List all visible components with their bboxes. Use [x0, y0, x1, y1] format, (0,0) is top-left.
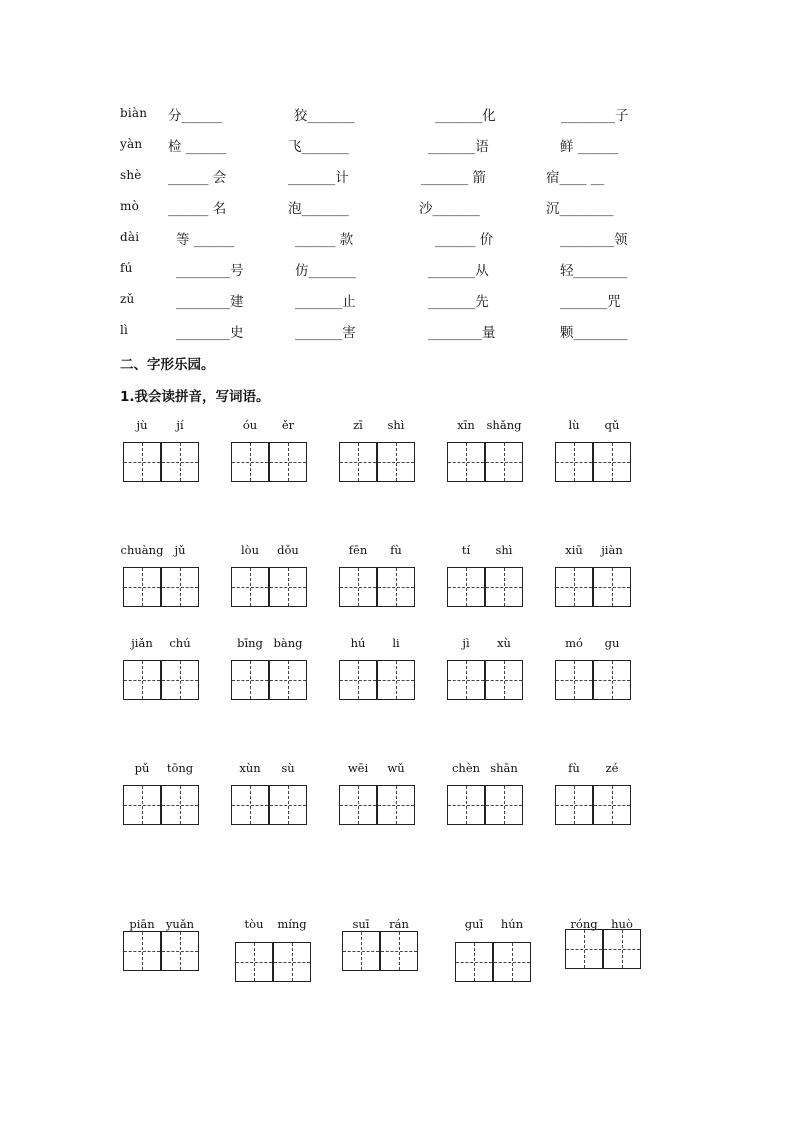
fill-blank-item[interactable]: 分______: [168, 108, 222, 124]
writing-cell[interactable]: [123, 660, 161, 700]
writing-cell[interactable]: [455, 942, 493, 982]
writing-cell[interactable]: [123, 785, 161, 825]
writing-cell[interactable]: [447, 660, 485, 700]
fill-blank-item[interactable]: _______计: [288, 170, 349, 186]
writing-cell[interactable]: [447, 785, 485, 825]
section-title: 二、字形乐园。: [120, 357, 215, 373]
writing-cell[interactable]: [447, 442, 485, 482]
writing-cell[interactable]: [269, 785, 307, 825]
word-pinyin: xù: [497, 636, 511, 650]
fill-blank-item[interactable]: ________子: [561, 108, 629, 124]
word-pinyin: dǒu: [277, 543, 299, 557]
fill-blank-item[interactable]: ________号: [176, 263, 244, 279]
fill-blank-item[interactable]: _______咒: [560, 294, 621, 310]
word-pinyin: míng: [277, 917, 307, 931]
word-pinyin: jiǎn: [131, 636, 153, 650]
word-pinyin: guī: [464, 917, 484, 931]
word-pinyin: chú: [169, 636, 191, 650]
fill-blank-item[interactable]: 颗________: [560, 325, 628, 341]
word-pinyin: piān: [129, 917, 155, 931]
writing-cell[interactable]: [161, 442, 199, 482]
writing-cell[interactable]: [161, 785, 199, 825]
word-pinyin: chuàng: [120, 543, 164, 557]
row-pinyin: mò: [120, 199, 140, 213]
writing-cell[interactable]: [339, 785, 377, 825]
writing-cell[interactable]: [339, 660, 377, 700]
writing-cell[interactable]: [123, 567, 161, 607]
word-pinyin: tòu: [244, 917, 264, 931]
section-subtitle: 1.我会读拼音，写词语。: [120, 389, 270, 405]
writing-cell[interactable]: [485, 442, 523, 482]
writing-cell[interactable]: [339, 442, 377, 482]
word-pinyin: li: [392, 636, 400, 650]
word-pinyin: hún: [500, 917, 524, 931]
fill-blank-item[interactable]: 仿_______: [295, 263, 356, 279]
writing-cell[interactable]: [593, 567, 631, 607]
writing-cell[interactable]: [273, 942, 311, 982]
writing-cell[interactable]: [555, 567, 593, 607]
word-pinyin: fù: [568, 761, 580, 775]
fill-blank-item[interactable]: _______化: [435, 108, 496, 124]
word-pinyin: fù: [390, 543, 402, 557]
writing-cell[interactable]: [377, 785, 415, 825]
fill-blank-item[interactable]: _______止: [295, 294, 356, 310]
word-pinyin: zī: [353, 418, 363, 432]
word-pinyin: jù: [136, 418, 148, 432]
fill-blank-item[interactable]: 沉________: [546, 201, 614, 217]
writing-cell[interactable]: [555, 660, 593, 700]
writing-cell[interactable]: [231, 442, 269, 482]
fill-blank-item[interactable]: 宿____ __: [546, 170, 605, 186]
writing-cell[interactable]: [485, 660, 523, 700]
word-pinyin: wēi: [347, 761, 369, 775]
word-pinyin: xùn: [239, 761, 261, 775]
fill-blank-item[interactable]: 飞_______: [288, 139, 349, 155]
word-pinyin: zé: [605, 761, 619, 775]
word-pinyin: jì: [462, 636, 470, 650]
writing-cell[interactable]: [593, 442, 631, 482]
word-pinyin: tí: [461, 543, 471, 557]
fill-blank-item[interactable]: 沙_______: [419, 201, 480, 217]
writing-cell[interactable]: [269, 567, 307, 607]
row-pinyin: zǔ: [120, 292, 135, 306]
writing-cell[interactable]: [235, 942, 273, 982]
fill-blank-item[interactable]: 鲜 ______: [560, 139, 619, 155]
fill-blank-item[interactable]: 轻________: [560, 263, 628, 279]
fill-blank-item[interactable]: ______ 名: [168, 201, 227, 217]
row-pinyin: dài: [120, 230, 140, 244]
fill-blank-item[interactable]: 狡_______: [294, 108, 355, 124]
word-pinyin: jiàn: [601, 543, 623, 557]
row-pinyin: fú: [120, 261, 133, 275]
writing-cell[interactable]: [593, 785, 631, 825]
writing-cell[interactable]: [377, 442, 415, 482]
row-pinyin: biàn: [120, 106, 148, 120]
word-pinyin: rán: [389, 917, 409, 931]
writing-cell[interactable]: [161, 660, 199, 700]
writing-cell[interactable]: [555, 442, 593, 482]
word-pinyin: óu: [242, 418, 258, 432]
word-pinyin: shì: [387, 418, 405, 432]
fill-blank-item[interactable]: 泡_______: [288, 201, 349, 217]
writing-cell[interactable]: [123, 931, 161, 971]
fill-blank-item[interactable]: ______ 款: [295, 232, 354, 248]
word-pinyin: pǔ: [134, 761, 150, 775]
writing-cell[interactable]: [269, 660, 307, 700]
word-pinyin: sù: [281, 761, 295, 775]
word-pinyin: chèn: [451, 761, 481, 775]
writing-cell[interactable]: [485, 567, 523, 607]
writing-cell[interactable]: [493, 942, 531, 982]
fill-blank-item[interactable]: ________建: [176, 294, 244, 310]
fill-blank-item[interactable]: ______ 价: [435, 232, 494, 248]
writing-cell[interactable]: [447, 567, 485, 607]
row-pinyin: yàn: [120, 137, 143, 151]
row-pinyin: lì: [120, 323, 129, 337]
writing-cell[interactable]: [555, 785, 593, 825]
fill-blank-item[interactable]: ______ 会: [168, 170, 227, 186]
word-pinyin: huò: [611, 917, 633, 931]
writing-cell[interactable]: [603, 929, 641, 969]
fill-blank-item[interactable]: 检 ______: [168, 139, 227, 155]
row-pinyin: shè: [120, 168, 142, 182]
writing-cell[interactable]: [161, 931, 199, 971]
word-pinyin: shì: [495, 543, 513, 557]
writing-cell[interactable]: [342, 931, 380, 971]
word-pinyin: róng: [570, 917, 598, 931]
writing-cell[interactable]: [485, 785, 523, 825]
word-pinyin: wǔ: [387, 761, 405, 775]
word-pinyin: tōng: [166, 761, 194, 775]
word-pinyin: gu: [604, 636, 620, 650]
writing-cell[interactable]: [339, 567, 377, 607]
word-pinyin: suī: [352, 917, 370, 931]
word-pinyin: bàng: [273, 636, 303, 650]
word-pinyin: shān: [490, 761, 518, 775]
writing-cell[interactable]: [377, 567, 415, 607]
fill-blank-item[interactable]: _______先: [428, 294, 489, 310]
word-pinyin: lòu: [240, 543, 260, 557]
fill-blank-item[interactable]: _______害: [295, 325, 356, 341]
writing-cell[interactable]: [231, 567, 269, 607]
fill-blank-item[interactable]: ________史: [176, 325, 244, 341]
fill-blank-item[interactable]: 等 ______: [176, 232, 235, 248]
word-pinyin: fēn: [348, 543, 368, 557]
writing-cell[interactable]: [380, 931, 418, 971]
writing-cell[interactable]: [231, 785, 269, 825]
writing-cell[interactable]: [123, 442, 161, 482]
word-pinyin: mó: [565, 636, 583, 650]
writing-cell[interactable]: [377, 660, 415, 700]
fill-blank-item[interactable]: ________量: [428, 325, 496, 341]
word-pinyin: yuǎn: [165, 917, 195, 931]
writing-cell[interactable]: [593, 660, 631, 700]
word-pinyin: ěr: [281, 418, 295, 432]
word-pinyin: jǔ: [174, 543, 186, 557]
writing-cell[interactable]: [269, 442, 307, 482]
fill-blank-item[interactable]: _______ 箭: [421, 170, 487, 186]
word-pinyin: lù: [568, 418, 580, 432]
word-pinyin: bīng: [237, 636, 263, 650]
word-pinyin: qǔ: [604, 418, 620, 432]
word-pinyin: hú: [350, 636, 366, 650]
fill-blank-item[interactable]: _______语: [428, 139, 489, 155]
fill-blank-item[interactable]: ________领: [560, 232, 628, 248]
word-pinyin: jí: [176, 418, 184, 432]
writing-cell[interactable]: [161, 567, 199, 607]
writing-cell[interactable]: [565, 929, 603, 969]
word-pinyin: xīn: [457, 418, 475, 432]
word-pinyin: shǎng: [486, 418, 522, 432]
fill-blank-item[interactable]: _______从: [428, 263, 489, 279]
writing-cell[interactable]: [231, 660, 269, 700]
word-pinyin: xiū: [565, 543, 583, 557]
